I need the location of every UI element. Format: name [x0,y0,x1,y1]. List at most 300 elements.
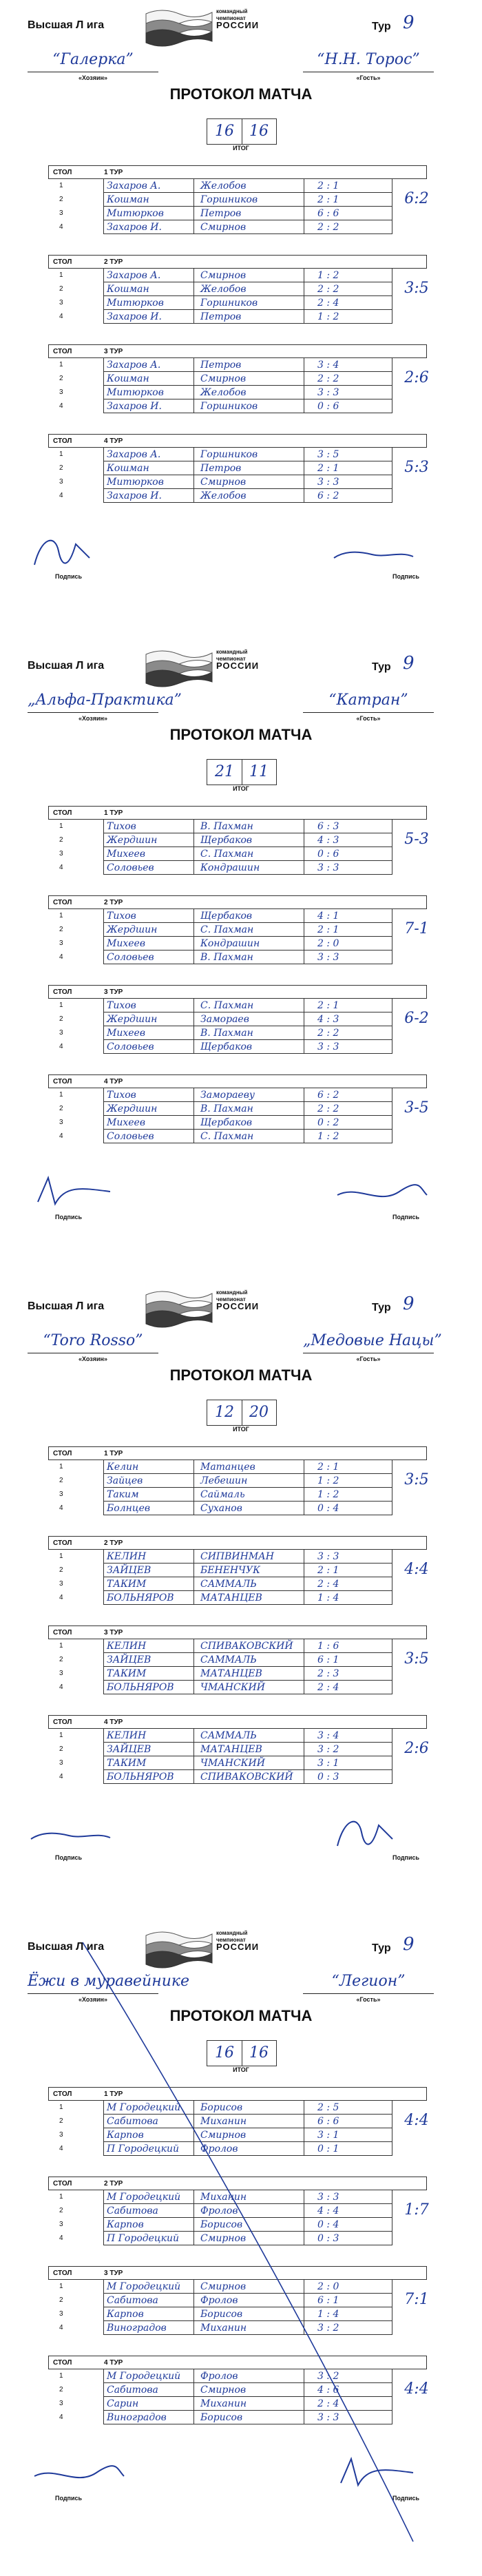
guest-signature-mark [331,530,434,572]
cell-divider [193,358,194,372]
tour-number: 9 [403,12,415,33]
home-player: ТАКИМ [107,1758,147,1769]
cell-divider [193,1756,194,1770]
game-score: 3 : 2 [317,2371,339,2382]
guest-signature [331,2452,434,2502]
game-score: 2 : 2 [317,373,339,384]
table-number: 3 [59,1029,63,1037]
cell-divider [193,1088,194,1102]
round-header [48,1446,427,1460]
home-signature [28,2452,131,2502]
home-player: ТАКИМ [107,1579,147,1590]
home-score: 16 [207,119,242,144]
guest-role-label: «Гость» [356,715,381,722]
cell-divider [193,999,194,1012]
row-cells [103,2369,392,2383]
cell-divider [193,1550,194,1564]
round-table [48,1715,427,1791]
table-column-label: СТОЛ [53,1539,72,1547]
game-score: 2 : 2 [317,284,339,295]
table-column-label: СТОЛ [53,809,72,817]
tour-label: Тур [372,1302,391,1313]
row-cells [103,2204,392,2218]
table-number: 1 [59,912,63,920]
cell-divider [193,399,194,413]
cell-divider [193,2369,194,2383]
guest-player: Смирнов [200,2385,247,2396]
home-score: 21 [207,760,242,785]
table-row [48,2142,427,2156]
logo-line-3: РОССИИ [216,1301,260,1311]
logo-line-1: командный [216,1930,248,1936]
game-score: 0 : 6 [317,401,339,412]
table-number: 1 [59,182,63,189]
home-player: Болнцев [107,1503,151,1514]
round-label: 2 ТУР [104,258,123,266]
table-number: 2 [59,1105,63,1112]
round-table [48,1625,427,1701]
cell-divider [193,937,194,951]
guest-player: Щербаков [200,835,253,846]
table-number: 3 [59,1670,63,1677]
round-label: 3 ТУР [104,988,123,996]
cell-divider [193,1040,194,1054]
home-player: Карпов [107,2309,144,2320]
home-player: Жердшин [107,924,158,935]
table-row [48,1756,427,1770]
cell-divider [193,1667,194,1681]
guest-player: С. Пахман [200,849,254,860]
home-player: Захаров А. [107,270,161,281]
row-cells [103,310,392,324]
table-number: 1 [59,822,63,830]
home-player: ЗАЙЦЕВ [107,1744,151,1755]
round-label: 3 ТУР [104,2269,123,2277]
table-column-label: СТОЛ [53,1629,72,1637]
row-cells [103,282,392,296]
row-cells [103,999,392,1012]
row-cells [103,193,392,207]
cell-divider [193,2115,194,2128]
guest-player: Смирнов [200,222,247,233]
cell-divider [193,820,194,833]
round-total: 2:6 [404,369,429,386]
russia-flag-icon [145,1929,213,1966]
cell-divider [193,1102,194,1116]
table-number: 1 [59,2283,63,2290]
game-score: 3 : 2 [317,2323,339,2334]
logo-line-3: РОССИИ [216,1942,260,1952]
guest-player: Борисов [200,2102,243,2113]
table-number: 1 [59,1001,63,1009]
guest-player: С. Пахман [200,1131,254,1142]
table-row [48,2397,427,2411]
table-number: 3 [59,1759,63,1767]
guest-player: Петров [200,463,242,474]
row-cells [103,2294,392,2307]
guest-player: Матанцев [200,1462,255,1473]
table-column-label: СТОЛ [53,988,72,996]
guest-team-name: „Медовые Нацы” [303,1329,434,1353]
home-player: КЕЛИН [107,1551,147,1562]
guest-player: Горшников [200,194,258,205]
game-score: 4 : 4 [317,2205,339,2216]
home-player: Кошман [107,194,149,205]
game-score: 2 : 5 [317,2102,339,2113]
guest-player: САММАЛЬ [200,1654,257,1665]
signature-label: Подпись [55,2495,83,2502]
championship-logo [145,4,282,48]
home-player: Жердшин [107,1103,158,1114]
round-table [48,1446,427,1522]
game-score: 6 : 2 [317,490,339,501]
home-player: ТАКИМ [107,1668,147,1679]
table-row [48,999,427,1012]
guest-player: Борисов [200,2219,243,2230]
row-cells [103,179,392,193]
table-number: 2 [59,1477,63,1484]
protocol-title: ПРОТОКОЛ МАТЧА [169,2007,313,2024]
table-column-label: СТОЛ [53,1718,72,1726]
table-number: 4 [59,1683,63,1691]
table-row [48,448,427,461]
home-player: Тихов [107,821,136,832]
guest-player: Смирнов [200,2233,247,2244]
row-cells [103,1564,392,1577]
table-number: 2 [59,2117,63,2125]
round-table [48,434,427,510]
game-score: 2 : 1 [317,463,339,474]
game-score: 0 : 4 [317,1503,339,1514]
protocol-title: ПРОТОКОЛ МАТЧА [169,1367,313,1384]
round-header [48,165,427,179]
round-total: 5-3 [404,831,429,848]
game-score: 6 : 1 [317,1654,339,1665]
table-column-label: СТОЛ [53,348,72,355]
round-header [48,2087,427,2101]
table-row [48,2101,427,2115]
russia-flag-icon [145,647,213,685]
home-player: Сабитова [107,2116,158,2127]
row-cells [103,269,392,282]
table-row [48,2369,427,2383]
guest-score: 11 [249,763,269,780]
match-protocol-sheet [0,0,482,634]
game-score: 2 : 4 [317,1682,339,1693]
table-row [48,2294,427,2307]
row-cells [103,2321,392,2335]
guest-player: САММАЛЬ [200,1730,257,1741]
cell-divider [193,1729,194,1743]
cell-divider [193,1116,194,1130]
match-protocol-sheet [0,641,482,1274]
home-player: Сарин [107,2398,139,2409]
round-label: 4 ТУР [104,1718,123,1726]
table-row [48,833,427,847]
cell-divider [193,2294,194,2307]
home-player: Захаров И. [107,311,162,322]
game-score: 6 : 6 [317,208,339,219]
home-player: М Городецкий [107,2281,181,2292]
game-score: 0 : 1 [317,2143,339,2154]
guest-player: Замораев [200,1014,249,1025]
round-table [48,1536,427,1612]
table-number: 4 [59,1594,63,1601]
game-score: 1 : 2 [317,1131,339,1142]
guest-player: СИПВИНМАН [200,1551,274,1562]
round-total: 3-5 [404,1099,429,1116]
guest-player: Борисов [200,2309,243,2320]
table-column-label: СТОЛ [53,2269,72,2277]
guest-player: Смирнов [200,270,247,281]
signature-label: Подпись [392,573,420,580]
home-player: Михеев [107,849,145,860]
home-player: Соловьев [107,1041,154,1052]
home-player: КЕЛИН [107,1730,147,1741]
home-player: М Городецкий [107,2371,181,2382]
table-row [48,2128,427,2142]
table-number: 2 [59,285,63,293]
table-row [48,861,427,875]
table-row [48,2307,427,2321]
guest-player: МАТАНЦЕВ [200,1744,262,1755]
guest-player: С. Пахман [200,1000,254,1011]
championship-logo [145,645,282,689]
table-row [48,1026,427,1040]
game-score: 2 : 1 [317,194,339,205]
table-number: 4 [59,1504,63,1512]
round-header [48,806,427,820]
table-number: 3 [59,2221,63,2228]
championship-logo [145,1926,282,1970]
table-number: 1 [59,271,63,279]
round-total: 3:5 [404,1650,429,1668]
row-cells [103,1577,392,1591]
round-header [48,255,427,269]
tour-number: 9 [403,1934,415,1955]
row-cells [103,833,392,847]
guest-player: САММАЛЬ [200,1579,257,1590]
row-cells [103,296,392,310]
home-signature [28,530,131,580]
table-row [48,1564,427,1577]
table-row [48,269,427,282]
round-label: 1 ТУР [104,1450,123,1457]
home-score: 12 [207,1400,242,1425]
guest-player: Горшников [200,401,258,412]
round-label: 3 ТУР [104,1629,123,1637]
home-player: Тихов [107,911,136,922]
home-role-label: «Хозяин» [78,1355,107,1362]
guest-player: Петров [200,311,242,322]
game-score: 2 : 0 [317,938,339,949]
row-cells [103,909,392,923]
league-name: Высшая Л ига [28,660,105,672]
cell-divider [193,386,194,399]
game-score: 1 : 4 [317,1592,339,1603]
guest-player: Фролов [200,2371,238,2382]
signature-label: Подпись [55,1854,83,1861]
home-role-label: «Хозяин» [78,74,107,81]
signature-label: Подпись [55,1214,83,1221]
game-score: 6 : 2 [317,1090,339,1101]
guest-player: Петров [200,360,242,371]
table-number: 4 [59,2145,63,2152]
table-number: 3 [59,2131,63,2139]
game-score: 0 : 3 [317,2233,339,2244]
table-number: 1 [59,2372,63,2380]
guest-player: Смирнов [200,477,247,488]
game-score: 1 : 2 [317,311,339,322]
championship-logo [145,1285,282,1329]
row-cells [103,1012,392,1026]
table-number: 4 [59,2234,63,2242]
row-cells [103,461,392,475]
cell-divider [193,861,194,875]
guest-role-label: «Гость» [356,74,381,81]
home-player: Митюрков [107,387,164,398]
tour-label: Тур [372,21,391,32]
cell-divider [193,489,194,503]
table-row [48,2115,427,2128]
table-row [48,1488,427,1502]
home-player: БОЛЬНЯРОВ [107,1592,174,1603]
row-cells [103,2411,392,2424]
cell-divider [193,2101,194,2115]
guest-player: Кондрашин [200,938,260,949]
round-table [48,255,427,331]
total-label: ИТОГ [233,785,249,792]
table-number: 1 [59,361,63,368]
guest-team-name: “Легион” [303,1970,434,1994]
cell-divider [193,1130,194,1143]
cell-divider [193,2383,194,2397]
table-number: 2 [59,196,63,203]
round-total: 7-1 [404,920,429,937]
round-header [48,2356,427,2369]
game-score: 3 : 3 [317,1551,339,1562]
round-table [48,2356,427,2431]
cell-divider [193,2280,194,2294]
guest-player: Желобов [200,387,247,398]
logo-line-2: чемпионат [216,15,246,21]
round-header [48,1536,427,1550]
guest-team-name: “Н.Н. Торос” [303,48,434,72]
guest-player: ЧМАНСКИЙ [200,1758,265,1769]
row-cells [103,1116,392,1130]
guest-team-name: “Катран” [303,689,434,713]
game-score: 0 : 2 [317,1117,339,1128]
home-player: Захаров И. [107,490,162,501]
home-player: Жердшин [107,1014,158,1025]
guest-player: Фролов [200,2295,238,2306]
guest-player: Желобов [200,490,247,501]
round-table [48,895,427,971]
logo-line-2: чемпионат [216,656,246,662]
round-header [48,1715,427,1729]
cell-divider [193,310,194,324]
table-row [48,820,427,833]
logo-line-1: командный [216,649,248,655]
guest-role-label: «Гость» [356,1996,381,2003]
protocol-title: ПРОТОКОЛ МАТЧА [169,85,313,103]
logo-line-1: командный [216,8,248,14]
table-row [48,2232,427,2245]
guest-player: Миханин [200,2398,247,2409]
home-role-label: «Хозяин» [78,1996,107,2003]
game-score: 2 : 1 [317,1565,339,1576]
table-number: 2 [59,2207,63,2214]
row-cells [103,1756,392,1770]
row-cells [103,2383,392,2397]
table-number: 3 [59,939,63,947]
game-score: 4 : 6 [317,2385,339,2396]
table-number: 4 [59,864,63,871]
row-cells [103,1474,392,1488]
round-label: 2 ТУР [104,1539,123,1547]
round-table [48,2266,427,2342]
cell-divider [193,220,194,234]
guest-player: МАТАНЦЕВ [200,1668,262,1679]
table-number: 1 [59,1732,63,1739]
table-number: 1 [59,2193,63,2201]
home-player: Захаров А. [107,360,161,371]
row-cells [103,2232,392,2245]
cell-divider [193,2218,194,2232]
table-number: 2 [59,836,63,844]
game-score: 0 : 4 [317,2219,339,2230]
round-header [48,434,427,448]
table-number: 3 [59,1580,63,1588]
table-number: 3 [59,2310,63,2318]
table-row [48,1474,427,1488]
home-score: 16 [207,2041,242,2066]
game-score: 2 : 1 [317,1462,339,1473]
game-score: 2 : 4 [317,1579,339,1590]
guest-player: ЧМАНСКИЙ [200,1682,265,1693]
round-header [48,985,427,999]
round-table [48,2087,427,2163]
table-row [48,2411,427,2424]
game-score: 3 : 3 [317,387,339,398]
home-player: Сабитова [107,2385,158,2396]
table-number: 4 [59,953,63,961]
table-row [48,1550,427,1564]
logo-line-3: РОССИИ [216,661,260,671]
guest-player: Щербаков [200,1117,253,1128]
game-score: 3 : 4 [317,360,339,371]
home-player: Тихов [107,1000,136,1011]
round-header [48,1625,427,1639]
row-cells [103,2101,392,2115]
guest-player: Желобов [200,284,247,295]
round-header [48,895,427,909]
game-score: 3 : 1 [317,2130,339,2141]
table-number: 2 [59,1015,63,1023]
guest-signature-mark [331,1811,434,1853]
game-score: 3 : 3 [317,2412,339,2423]
row-cells [103,951,392,964]
guest-player: Желобов [200,180,247,191]
row-cells [103,1026,392,1040]
table-number: 3 [59,478,63,486]
table-number: 2 [59,1656,63,1663]
round-table [48,344,427,420]
table-row [48,2204,427,2218]
home-player: Тихов [107,1090,136,1101]
row-cells [103,861,392,875]
home-player: П Городецкий [107,2143,180,2154]
